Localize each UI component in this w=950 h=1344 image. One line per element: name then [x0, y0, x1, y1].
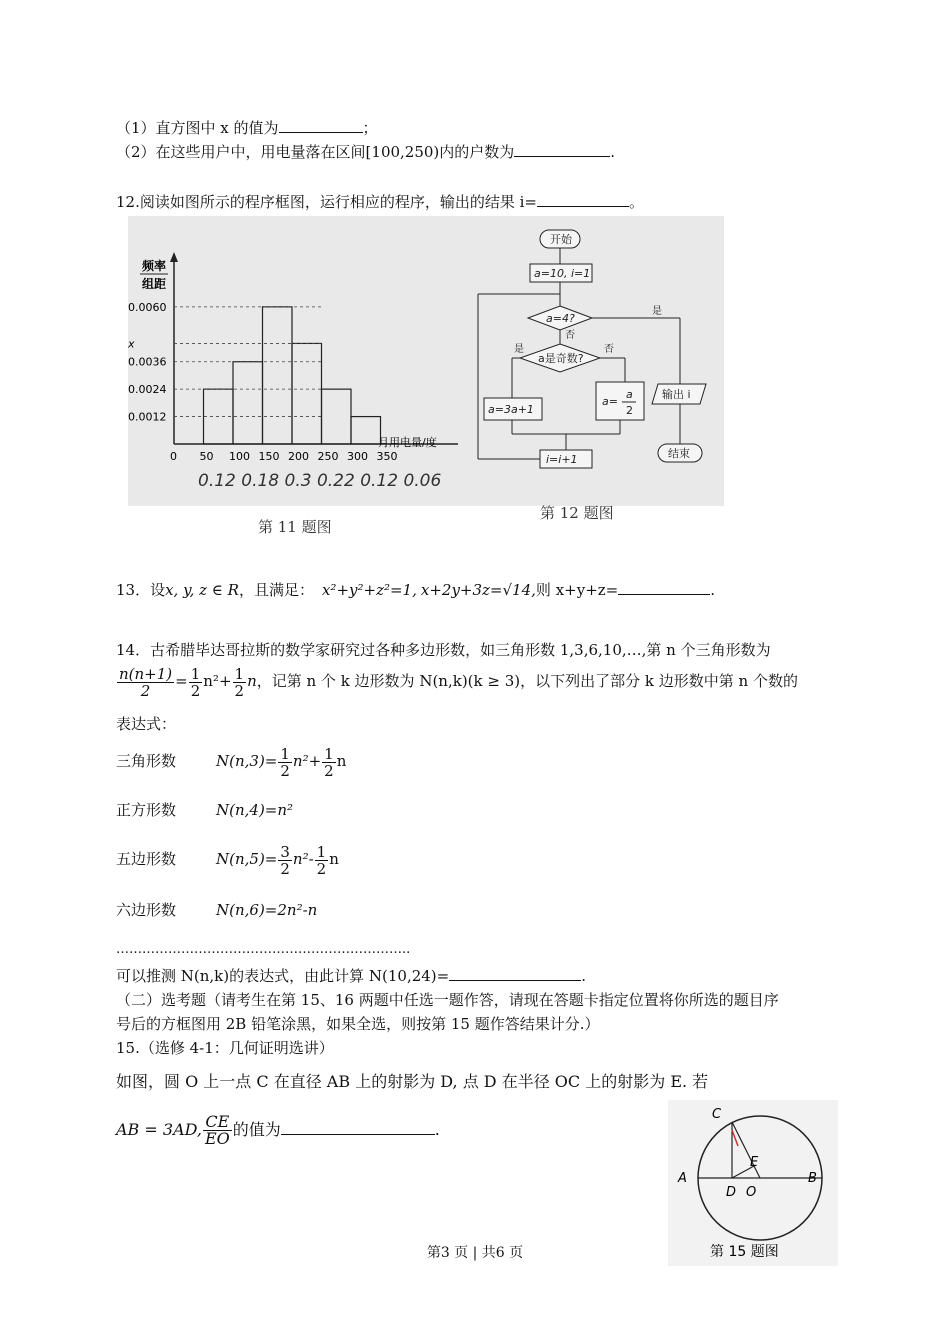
- q14-line2: $\frac{n(n+1)}{2}$ = $\frac{1}{2}$ n²+ $\frac{1}{2}$ n，记第 n 个 k 边形数为 N(n,k)(k ≥ 3)，以下列出了部分 k 边形数中第 n 个数的: [119, 664, 798, 700]
- figure12-caption: 第 12 题图: [540, 504, 614, 522]
- q14-line1: 14．古希腊毕达哥拉斯的数学家研究过各种多边形数，如三角形数 1,3,6,10,…,第 n 个三角形数为: [116, 641, 771, 659]
- answer-blank[interactable]: [449, 966, 581, 981]
- flow-even-num: a: [626, 388, 633, 401]
- q15-body: 如图，圆 O 上一点 C 在直径 AB 上的射影为 D, 点 D 在半径 OC 上的射影为 E. 若: [116, 1072, 709, 1091]
- label-b: B: [808, 1171, 817, 1186]
- x-tick-label: 0: [170, 450, 177, 463]
- flow-no-label: 否: [604, 344, 614, 355]
- flow-even-branch-label: a=: [602, 395, 618, 408]
- page-footer: 第3 页 | 共6 页: [426, 1245, 524, 1261]
- answer-blank[interactable]: [514, 142, 610, 157]
- q14-infer: 可以推测 N(n,k)的表达式，由此计算 N(10,24)= .: [116, 967, 587, 985]
- answer-blank[interactable]: [537, 192, 629, 207]
- x-tick-label: 200: [288, 450, 309, 463]
- q14-row-square: 正方形数 N(n,4)=n²: [116, 801, 294, 819]
- x-axis-label: 月用电量/度: [378, 436, 437, 449]
- figure15-caption: 第 15 题图: [710, 1244, 779, 1260]
- flow-decision-odd-label: a是奇数?: [538, 352, 584, 365]
- q12-text: 12.阅读如图所示的程序框图，运行相应的程序，输出的结果 i= 。: [116, 193, 645, 211]
- x-tick-label: 150: [258, 450, 280, 463]
- q14-line3: 表达式：: [116, 715, 177, 733]
- figure11-caption: 第 11 题图: [258, 518, 332, 536]
- q14-row-pentagon: 五边形数 N(n,5)= $\frac{3}{2}$ n²- $\frac{1}{2}$ n: [116, 842, 339, 878]
- x-tick-label: 300: [347, 450, 368, 463]
- x-tick-label: 50: [199, 450, 214, 463]
- x-tick-label: 100: [229, 450, 250, 463]
- flowchart-figure: [470, 222, 724, 492]
- y-label-bottom: 组距: [142, 277, 167, 291]
- histogram-bar: [292, 343, 322, 444]
- label-a: A: [678, 1171, 687, 1186]
- answer-blank[interactable]: [279, 118, 363, 133]
- y-tick-label: 0.0036: [128, 355, 167, 369]
- q14-row-triangle: 三角形数 N(n,3)= $\frac{1}{2}$ n²+ $\frac{1}{2}$ n: [116, 744, 347, 780]
- flow-decision-a4-label: a=4?: [546, 312, 575, 325]
- y-label-top: 频率: [142, 259, 167, 273]
- flow-start-label: 开始: [550, 233, 572, 246]
- y-tick-label: 0.0060: [128, 300, 167, 314]
- flow-even-den: 2: [626, 404, 633, 417]
- label-e: E: [750, 1155, 759, 1170]
- flow-end-label: 结束: [668, 447, 690, 460]
- q15-condition: AB = 3AD, $\frac{CE}{EO}$ 的值为 .: [116, 1112, 440, 1148]
- label-d: D: [726, 1185, 737, 1200]
- section2-line2: 号后的方框图用 2B 铅笔涂黑，如果全选，则按第 15 题作答结果计分.）: [116, 1015, 600, 1033]
- flow-init-label: a=10, i=1: [534, 267, 591, 280]
- y-tick-label: x: [128, 337, 135, 351]
- q14-row-hexagon: 六边形数 N(n,6)=2n²-n: [116, 901, 318, 919]
- q14-dots: …………………………………………………………..: [116, 942, 411, 957]
- section2-line1: （二）选考题（请考生在第 15、16 两题中任选一题作答，请现在答题卡指定位置将你所选的题目序: [116, 991, 779, 1009]
- histogram-bar: [351, 417, 381, 444]
- x-tick-label: 350: [376, 450, 398, 463]
- histogram-bar: [322, 389, 352, 444]
- q13-text: 13．设x, y, z ∈ R，且满足： x²+y²+z²=1, x+2y+3z=√14,则 x+y+z= .: [116, 581, 716, 599]
- answer-blank[interactable]: [281, 1120, 435, 1135]
- q15-title: 15.（选修 4-1：几何证明选讲）: [116, 1039, 334, 1057]
- flow-yes-label: 是: [514, 344, 524, 355]
- label-o: O: [746, 1185, 757, 1200]
- q11-part1: （1）直方图中 x 的值为 ；: [116, 119, 378, 137]
- handwritten-notes: 0.12 0.18 0.3 0.22 0.12 0.06: [198, 471, 442, 491]
- answer-blank[interactable]: [618, 580, 710, 595]
- flow-no-label: 否: [565, 330, 575, 341]
- y-tick-label: 0.0012: [128, 410, 167, 424]
- label-c: C: [712, 1107, 722, 1122]
- x-tick-label: 250: [317, 450, 339, 463]
- flow-yes-label: 是: [652, 306, 662, 317]
- flow-odd-branch-label: a=3a+1: [488, 403, 534, 416]
- y-axis-arrow: [170, 252, 178, 262]
- y-tick-label: 0.0024: [128, 383, 167, 397]
- histogram-bar: [263, 307, 293, 444]
- flow-output-label: 输出 i: [662, 388, 691, 401]
- q11-part2: （2）在这些用户中，用电量落在区间[100,250)内的户数为 .: [116, 143, 616, 161]
- histogram-bar: [233, 362, 263, 444]
- flow-increment-label: i=i+1: [546, 453, 578, 466]
